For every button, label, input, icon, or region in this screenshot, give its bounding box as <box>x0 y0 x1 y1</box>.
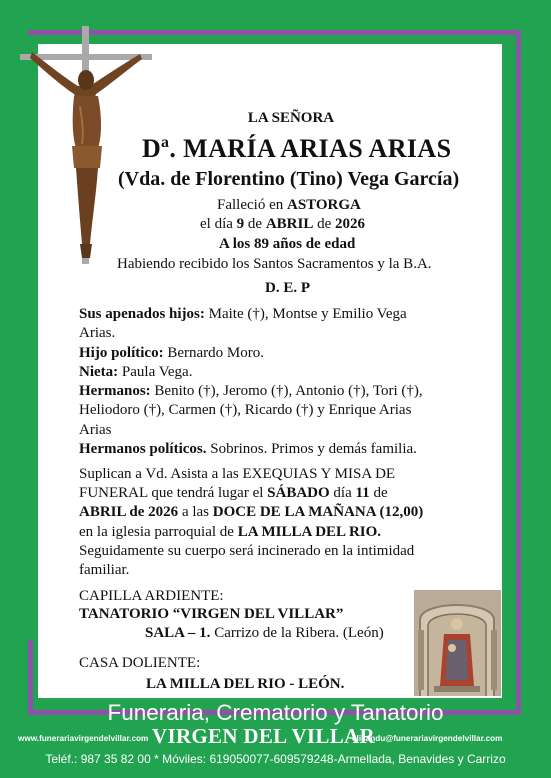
siblings-names-1: Benito (†), Jeromo (†), Antonio (†), Tori (†), <box>150 383 423 399</box>
death-year: 2026 <box>335 216 366 232</box>
death-date-sep2: de <box>313 216 336 232</box>
inlaws-label: Hermanos políticos. <box>79 441 207 457</box>
chapel-address: Carrizo de la Ribera. (León) <box>210 625 384 641</box>
funeral-l2-c: de <box>369 485 388 501</box>
funeral-l4-a: en la iglesia parroquial de <box>79 524 238 540</box>
footer-brand-line <box>0 724 551 748</box>
funeral-place: LA MILLA DEL RIO. <box>237 524 382 540</box>
inlaws-line <box>79 440 417 460</box>
soninlaw-label: Hijo político: <box>79 345 164 361</box>
funeral-line-1: Suplican a Vd. Asista a las EXEQUIAS Y MISA DE <box>79 466 396 482</box>
chapel-label: CAPILLA ARDIENTE: <box>79 588 224 604</box>
funeral-line-4 <box>79 523 381 543</box>
funeral-date: ABRIL de 2026 <box>79 504 179 520</box>
children-line-1 <box>79 305 407 325</box>
inlaws-text: Sobrinos. Primos y demás familia. <box>206 441 417 457</box>
footer-title: Funeraria, Crematorio y Tanatorio <box>107 700 444 725</box>
death-place: ASTORGA <box>286 197 361 213</box>
funeral-line-5: Seguidamente su cuerpo será incinerado en la intimidad <box>79 543 415 559</box>
soninlaw-line <box>79 344 264 364</box>
deceased-name: Dª. MARÍA ARIAS ARIAS <box>142 134 452 163</box>
granddaughter-line <box>79 363 192 383</box>
funeral-num: 11 <box>355 485 370 501</box>
children-names: Maite (†), Montse y Emilio Vega <box>204 306 407 322</box>
footer-brand: VIRGEN DEL VILLAR <box>152 724 375 748</box>
chapel-address-line <box>145 624 384 644</box>
funeral-l3-a: a las <box>178 504 213 520</box>
funeral-line-6: familiar. <box>79 562 130 578</box>
death-month: ABRIL <box>265 216 314 232</box>
death-day: 9 <box>236 216 245 232</box>
death-date-line <box>200 215 420 235</box>
funeral-l2-b: día <box>329 485 356 501</box>
death-place-line <box>217 196 417 216</box>
granddaughter-name: Paula Vega. <box>118 364 193 380</box>
chapel-room: SALA – 1. <box>145 625 211 641</box>
crucifix-image <box>20 26 160 266</box>
children-label: Sus apenados hijos: <box>79 306 205 322</box>
soninlaw-name: Bernardo Moro. <box>163 345 264 361</box>
age-line: A los 89 años de edad <box>219 236 356 252</box>
footer-phones: Teléf.: 987 35 82 00 * Móviles: 619050077-609579248-Armellada, Benavides y Carrizo <box>45 752 506 766</box>
siblings-line-2: Heliodoro (†), Carmen (†), Ricardo (†) y Enrique Arias <box>79 402 412 418</box>
granddaughter-label: Nieta: <box>79 364 119 380</box>
death-date-prefix: el día <box>200 216 237 232</box>
sacraments-line: Habiendo recibido los Santos Sacramentos y la B.A. <box>117 256 432 272</box>
funeral-l2-a: FUNERAL que tendrá lugar el <box>79 485 268 501</box>
frame-right <box>516 30 521 715</box>
funeral-line-3 <box>79 503 423 523</box>
footer-website[interactable]: www.funerariavirgendelvillar.com <box>18 734 149 743</box>
dep-line: D. E. P <box>265 280 310 296</box>
siblings-label: Hermanos: <box>79 383 151 399</box>
virgin-relief-image <box>414 590 501 696</box>
intro-label: LA SEÑORA <box>247 110 335 126</box>
house-label: CASA DOLIENTE: <box>79 655 201 671</box>
chapel-name: TANATORIO “VIRGEN DEL VILLAR” <box>79 606 344 622</box>
funeral-time: DOCE DE LA MAÑANA (12,00) <box>212 504 424 520</box>
death-date-sep1: de <box>244 216 266 232</box>
footer-email[interactable]: elisandu@funerariavirgendelvillar.com <box>352 734 503 743</box>
siblings-line-1 <box>79 382 423 402</box>
children-line-2: Arias. <box>79 325 116 341</box>
siblings-line-3: Arias <box>79 422 112 438</box>
house-place: LA MILLA DEL RIO - LEÓN. <box>146 676 345 692</box>
death-place-prefix: Falleció en <box>217 197 287 213</box>
widow-of: (Vda. de Florentino (Tino) Vega García) <box>118 168 460 190</box>
funeral-line-2 <box>79 484 388 504</box>
funeral-day: SÁBADO <box>267 485 330 501</box>
